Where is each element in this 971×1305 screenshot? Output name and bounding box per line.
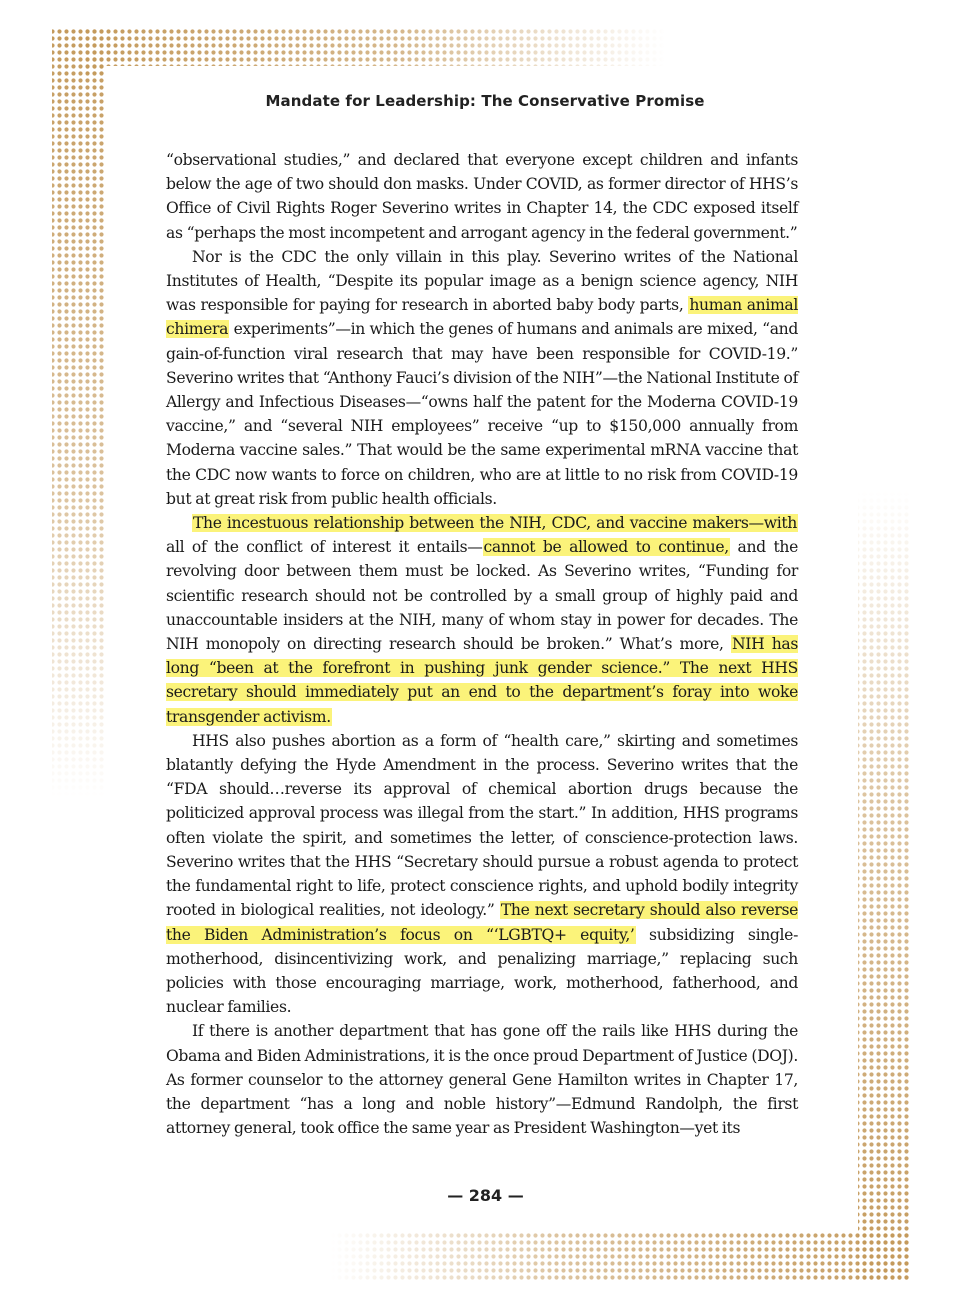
highlighted-text: The next secretary should also reverse the Biden Administration’s focus on “‘LGBTQ+ equity,’ bbox=[166, 901, 798, 944]
paragraph: “observational studies,” and declared that everyone except children and infants below the age of two should don masks. Under COVID, as former director of HHS’s Office of Civil Rights Roger Severino writes in Chapter 14, the CDC exposed itself as “perhaps the most incompetent and arrogant agency in the federal government.” bbox=[166, 151, 798, 242]
body-text bbox=[166, 148, 798, 1140]
text-run: and the revolving door between them must be locked. As Severino writes, “Funding for scientific research should not be controlled by a small group of highly paid and unaccountable insiders at the NIH, many of whom stay in power for decades. The NIH monopoly on directing research should be broken.” What’s more, bbox=[166, 538, 798, 654]
text-run: experiments”—in which the genes of humans and animals are mixed, “and gain-of-function viral research that may have been responsible for COVID-19.” Severino writes that “Anthony Fauci’s division of the NIH”—the National Institute of Allergy and Infectious Diseases—“owns half the patent for the Moderna COVID-19 vaccine,” and “several NIH employees” receive “up to $150,000 annually from Moderna vaccine sales.” That would be the same experimental mRNA vaccine that the CDC now wants to force on children, who are at little to no risk from COVID-19 but at great risk from public health officials. bbox=[166, 320, 798, 508]
highlighted-text: human animal chimera bbox=[166, 296, 798, 339]
highlighted-text: cannot be allowed to continue, bbox=[483, 538, 729, 557]
text-run: Nor is the CDC the only villain in this play. Severino writes of the National Institutes of Health, “Despite its popular image as a benign science agency, NIH was responsible for paying for research in aborted baby body parts, bbox=[166, 247, 798, 315]
paragraph bbox=[166, 511, 798, 729]
highlighted-text: The incestuous relationship between the NIH, CDC, and vaccine makers—with bbox=[193, 514, 797, 533]
paragraph bbox=[166, 245, 798, 511]
highlighted-text: NIH has long “been at the forefront in pushing junk gender science.” The next HHS secretary should immediately put an end to the department’s foray into woke transgender activism. bbox=[166, 635, 798, 726]
paragraph: If there is another department that has gone off the rails like HHS during the Obama and Biden Administrations, it is the once proud Department of Justice (DOJ). As former counselor to the attorney general Gene Hamilton writes in Chapter 17, the department “has a long and noble history”—Edmund Randolph, the first attorney general, took office the same year as President Washington—yet its bbox=[166, 1022, 798, 1138]
page-number: — 284 — bbox=[447, 1186, 524, 1205]
text-run: HHS also pushes abortion as a form of “health care,” skirting and sometimes blatantly defying the Hyde Amendment in the process. Severino writes that the “FDA should…reverse its approval of chemical abortion drugs because the politicized approval process was illegal from the start.” In addition, HHS programs often violate the spirit, and sometimes the letter, of conscience-protection laws. Severino writes that the HHS “Secretary should pursue a robust agenda to protect the fundamental right to life, protect conscience rights, and uphold bodily integrity rooted in biological realities, not ideology.” bbox=[166, 731, 798, 920]
text-run: subsidizing single-motherhood, disincentivizing work, and penalizing marriage,” replacing such policies with those encouraging marriage, work, motherhood, fatherhood, and nuclear families. bbox=[166, 925, 798, 1017]
running-header-title: Mandate for Leadership: The Conservative Promise bbox=[265, 92, 705, 110]
paragraph bbox=[166, 729, 798, 1019]
text-run: all of the conflict of interest it entails— bbox=[166, 538, 483, 557]
